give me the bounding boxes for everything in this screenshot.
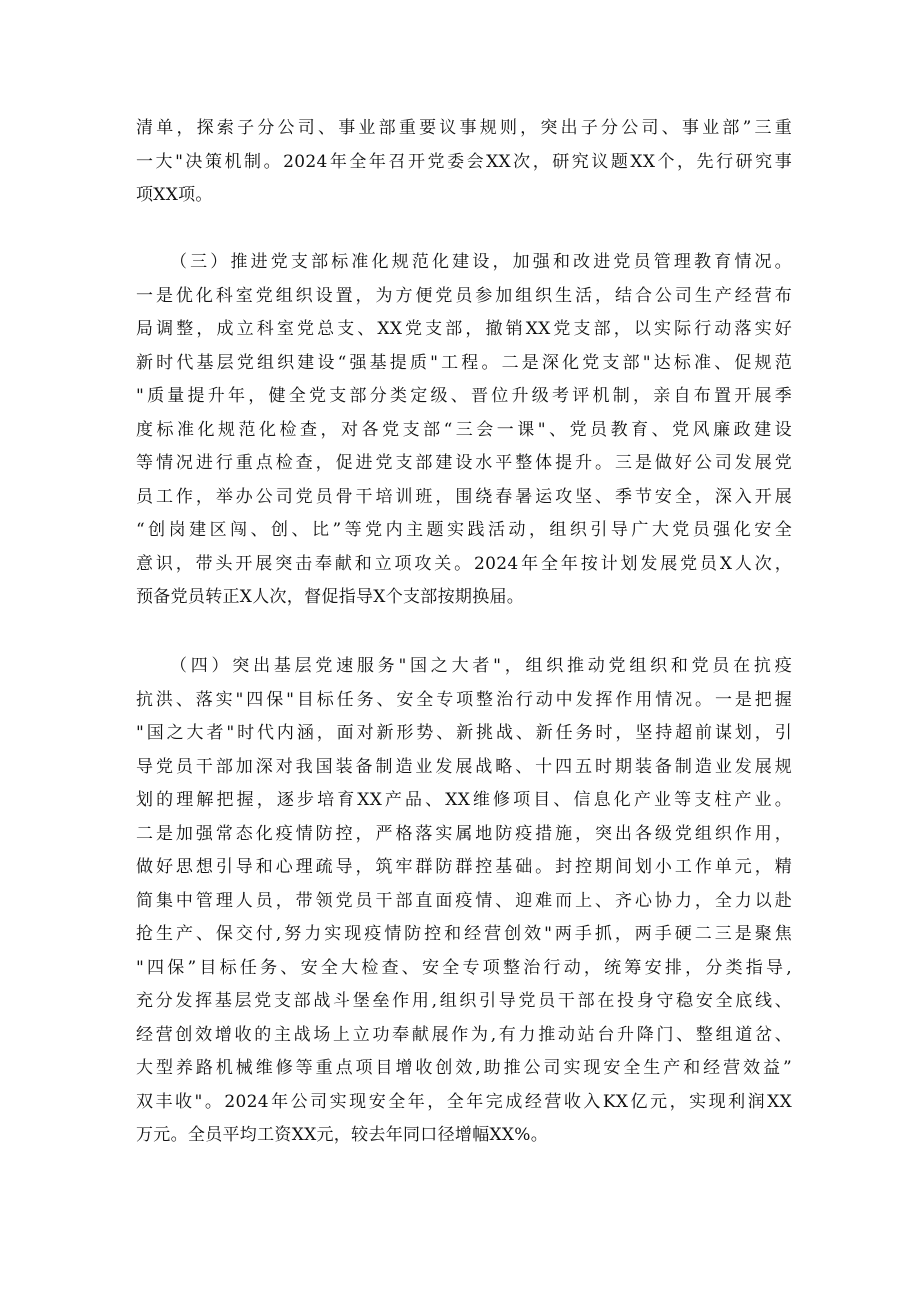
paragraph-line: 度标准化规范化检查，对各党支部“三会一课"、党员教育、党风廉政建设 (136, 419, 792, 440)
paragraph-line: 一是优化科室党组织设置，为方便党员参加组织生活，结合公司生产经营布 (136, 285, 792, 306)
paragraph-line: 项XX项。 (136, 185, 213, 205)
paragraph-line: 新时代基层党组织建设“强基提质"工程。二是深化党支部"达标准、促规范 (136, 352, 792, 373)
paragraph-line: 局调整，成立科室党总支、XX党支部，撤销XX党支部，以实际行动落实好 (136, 319, 792, 339)
paragraph-line: 等情况进行重点检查，促进党支部建设水平整体提升。三是做好公司发展党 (136, 453, 792, 473)
paragraph-3 (136, 650, 792, 1153)
paragraph-line: 简集中管理人员，带领党员干部直面疫情、迎难而上、齐心协力，全力以赴 (136, 890, 792, 911)
paragraph-line: “创岗建区闯、创、比”等党内主题实践活动，组织引导广大党员强化安全 (136, 520, 792, 540)
paragraph-line: 清单，探索子分公司、事业部重要议事规则，突出子分公司、事业部”三重 (136, 118, 792, 138)
paragraph-line: 大型养路机械维修等重点项目增收创效,助推公司实现安全生产和经营效益” (136, 1058, 792, 1078)
paragraph-line: "四保”目标任务、安全大检查、安全专项整治行动，统筹安排，分类指导, (136, 957, 792, 978)
paragraph-line: 经营创效增收的主战场上立功奉献展作为,有力推动站台升降门、整组道岔、 (136, 1024, 792, 1045)
paragraph-line: "国之大者"时代内涵，面对新形势、新挑战、新任务时，坚持超前谋划，引 (136, 723, 792, 743)
paragraph-2 (136, 246, 792, 615)
paragraph-line: 抗洪、落实"四保"目标任务、安全专项整治行动中发挥作用情况。一是把握 (136, 689, 792, 710)
paragraph-line: 员工作，举办公司党员骨干培训班，围绕春暑运攻坚、季节安全，深入开展 (136, 486, 792, 507)
paragraph-line: 抢生产、保交付,努力实现疫情防控和经营创效"两手抓，两手硬二三是聚焦 (136, 924, 792, 944)
paragraph-line: "质量提升年，健全党支部分类定级、晋位升级考评机制，亲自布置开展季 (136, 386, 792, 406)
paragraph-line: 导党员干部加深对我国装备制造业发展战略、十四五时期装备制造业发展规 (136, 756, 792, 777)
paragraph-line: 充分发挥基层党支部战斗堡垒作用,组织引导党员干部在投身守稳安全底线、 (136, 991, 792, 1011)
paragraph-line: 双丰收"。2024年公司实现安全年，全年完成经营收入KX亿元，实现利润XX (136, 1091, 792, 1112)
section-heading-4: （四）突出基层党速服务"国之大者"，组织推动党组织和党员在抗疫 (170, 656, 792, 676)
paragraph-line: 预备党员转正X人次，督促指导X个支部按期换届。 (136, 587, 525, 607)
paragraph-line: 意识，带头开展突击奉献和立项攻关。2024年全年按计划发展党员X人次， (136, 553, 792, 574)
paragraph-line: 划的理解把握，逐步培育XX产品、XX维修项目、信息化产业等支柱产业。 (136, 790, 792, 810)
paragraph-line: 二是加强常态化疫情防控，严格落实属地防疫措施，突出各级党组织作用， (136, 823, 792, 844)
paragraph-line: 做好思想引导和心理疏导，筑牢群防群控基础。封控期间划小工作单元，精 (136, 857, 792, 877)
paragraph-line: 万元。全员平均工资XX元，较去年同口径增幅XX%。 (136, 1125, 549, 1145)
paragraph-line: 一大"决策机制。2024年全年召开党委会XX次，研究议题XX个，先行研究事 (136, 151, 792, 172)
paragraph-1 (136, 112, 792, 213)
section-heading-3: （三）推进党支部标准化规范化建设，加强和改进党员管理教育情况。 (170, 252, 792, 272)
